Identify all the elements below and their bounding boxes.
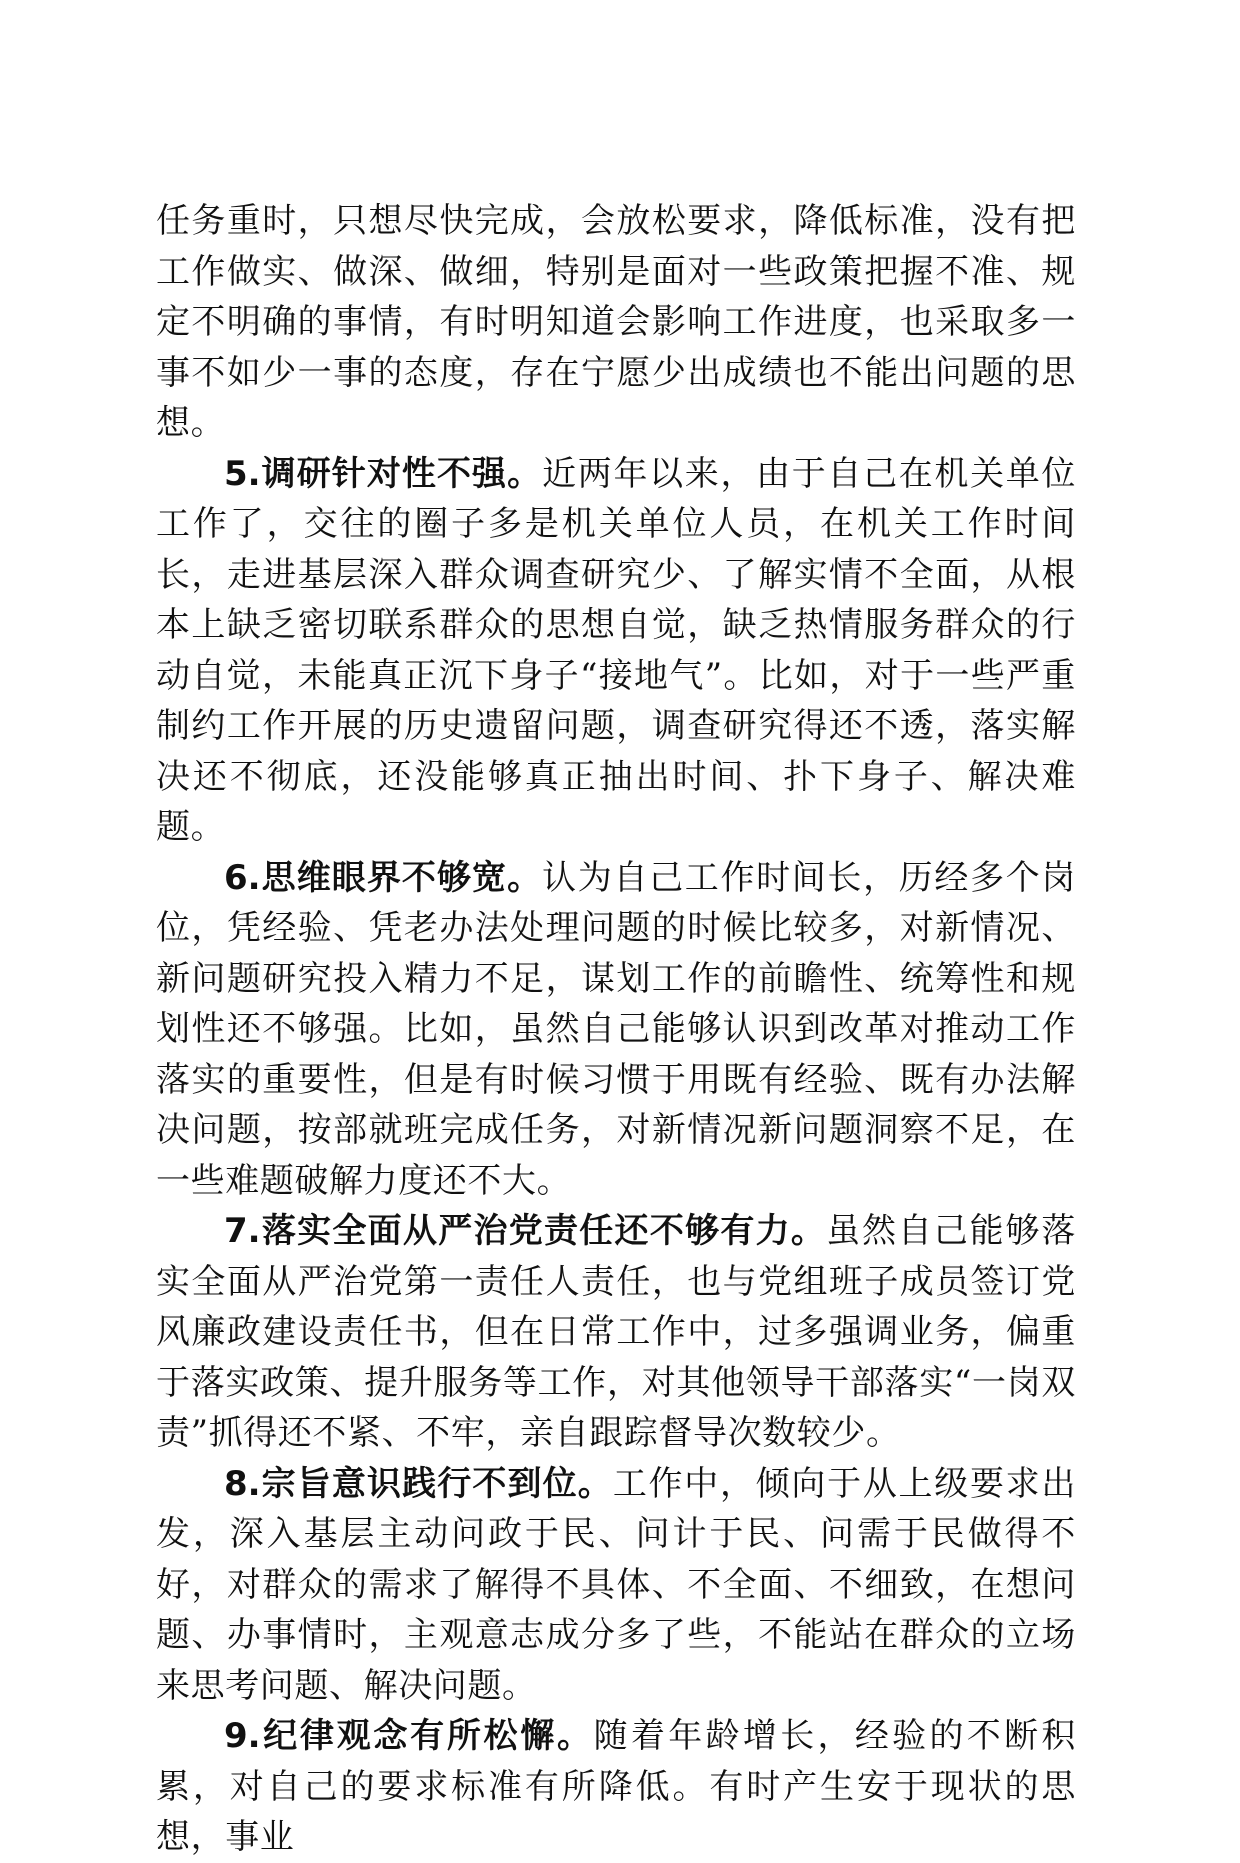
item-paragraph-6 <box>156 853 1076 1207</box>
item-paragraph-5 <box>156 449 1076 853</box>
continuation-paragraph: 任务重时，只想尽快完成，会放松要求，降低标准，没有把工作做实、做深、做细，特别是面对一些政策把握不准、规定不明确的事情，有时明知道会影响工作进度，也采取多一事不如少一事的态度，存在宁愿少出成绩也不能出问题的思想。 <box>156 201 1076 443</box>
item-paragraph-8 <box>156 1459 1076 1712</box>
item-heading-6: 6.思维眼界不够宽。 <box>224 857 543 898</box>
item-text-8: 工作中，倾向于从上级要求出发，深入基层主动问政于民、问计于民、问需于民做得不好，对群众的需求了解得不具体、不全面、不细致，在想问题、办事情时，主观意志成分多了些，不能站在群众的立场来思考问题、解决问题。 <box>156 1463 1076 1706</box>
item-text-6: 认为自己工作时间长，历经多个岗位，凭经验、凭老办法处理问题的时候比较多，对新情况、新问题研究投入精力不足，谋划工作的前瞻性、统筹性和规划性还不够强。比如，虽然自己能够认识到改革对推动工作落实的重要性，但是有时候习惯于用既有经验、既有办法解决问题，按部就班完成任务，对新情况新问题洞察不足，在一些难题破解力度还不大。 <box>156 857 1077 1201</box>
item-paragraph-7 <box>156 1206 1076 1459</box>
item-text-7: 虽然自己能够落实全面从严治党第一责任人责任，也与党组班子成员签订党风廉政建设责任书，但在日常工作中，过多强调业务，偏重于落实政策、提升服务等工作，对其他领导干部落实“一岗双责”抓得还不紧、不牢，亲自跟踪督导次数较少。 <box>156 1211 1076 1453</box>
item-heading-7: 7.落实全面从严治党责任还不够有力。 <box>224 1211 827 1251</box>
item-heading-5: 5.调研针对性不强。 <box>224 453 543 494</box>
item-heading-9: 9.纪律观念有所松懈。 <box>224 1716 594 1756</box>
item-text-5: 近两年以来，由于自己在机关单位工作了，交往的圈子多是机关单位人员，在机关工作时间长，走进基层深入群众调查研究少、了解实情不全面，从根本上缺乏密切联系群众的思想自觉，缺乏热情服务群众的行动自觉，未能真正沉下身子“接地气”。比如，对于一些严重制约工作开展的历史遗留问题，调查研究得还不透，落实解决还不彻底，还没能够真正抽出时间、扑下身子、解决难题。 <box>156 453 1077 847</box>
item-paragraph-9 <box>156 1711 1076 1863</box>
document-body <box>156 196 1076 1863</box>
item-heading-8: 8.宗旨意识践行不到位。 <box>224 1463 613 1504</box>
item-text-9: 随着年龄增长，经验的不断积累，对自己的要求标准有所降低。有时产生安于现状的思想，事业 <box>156 1716 1076 1857</box>
